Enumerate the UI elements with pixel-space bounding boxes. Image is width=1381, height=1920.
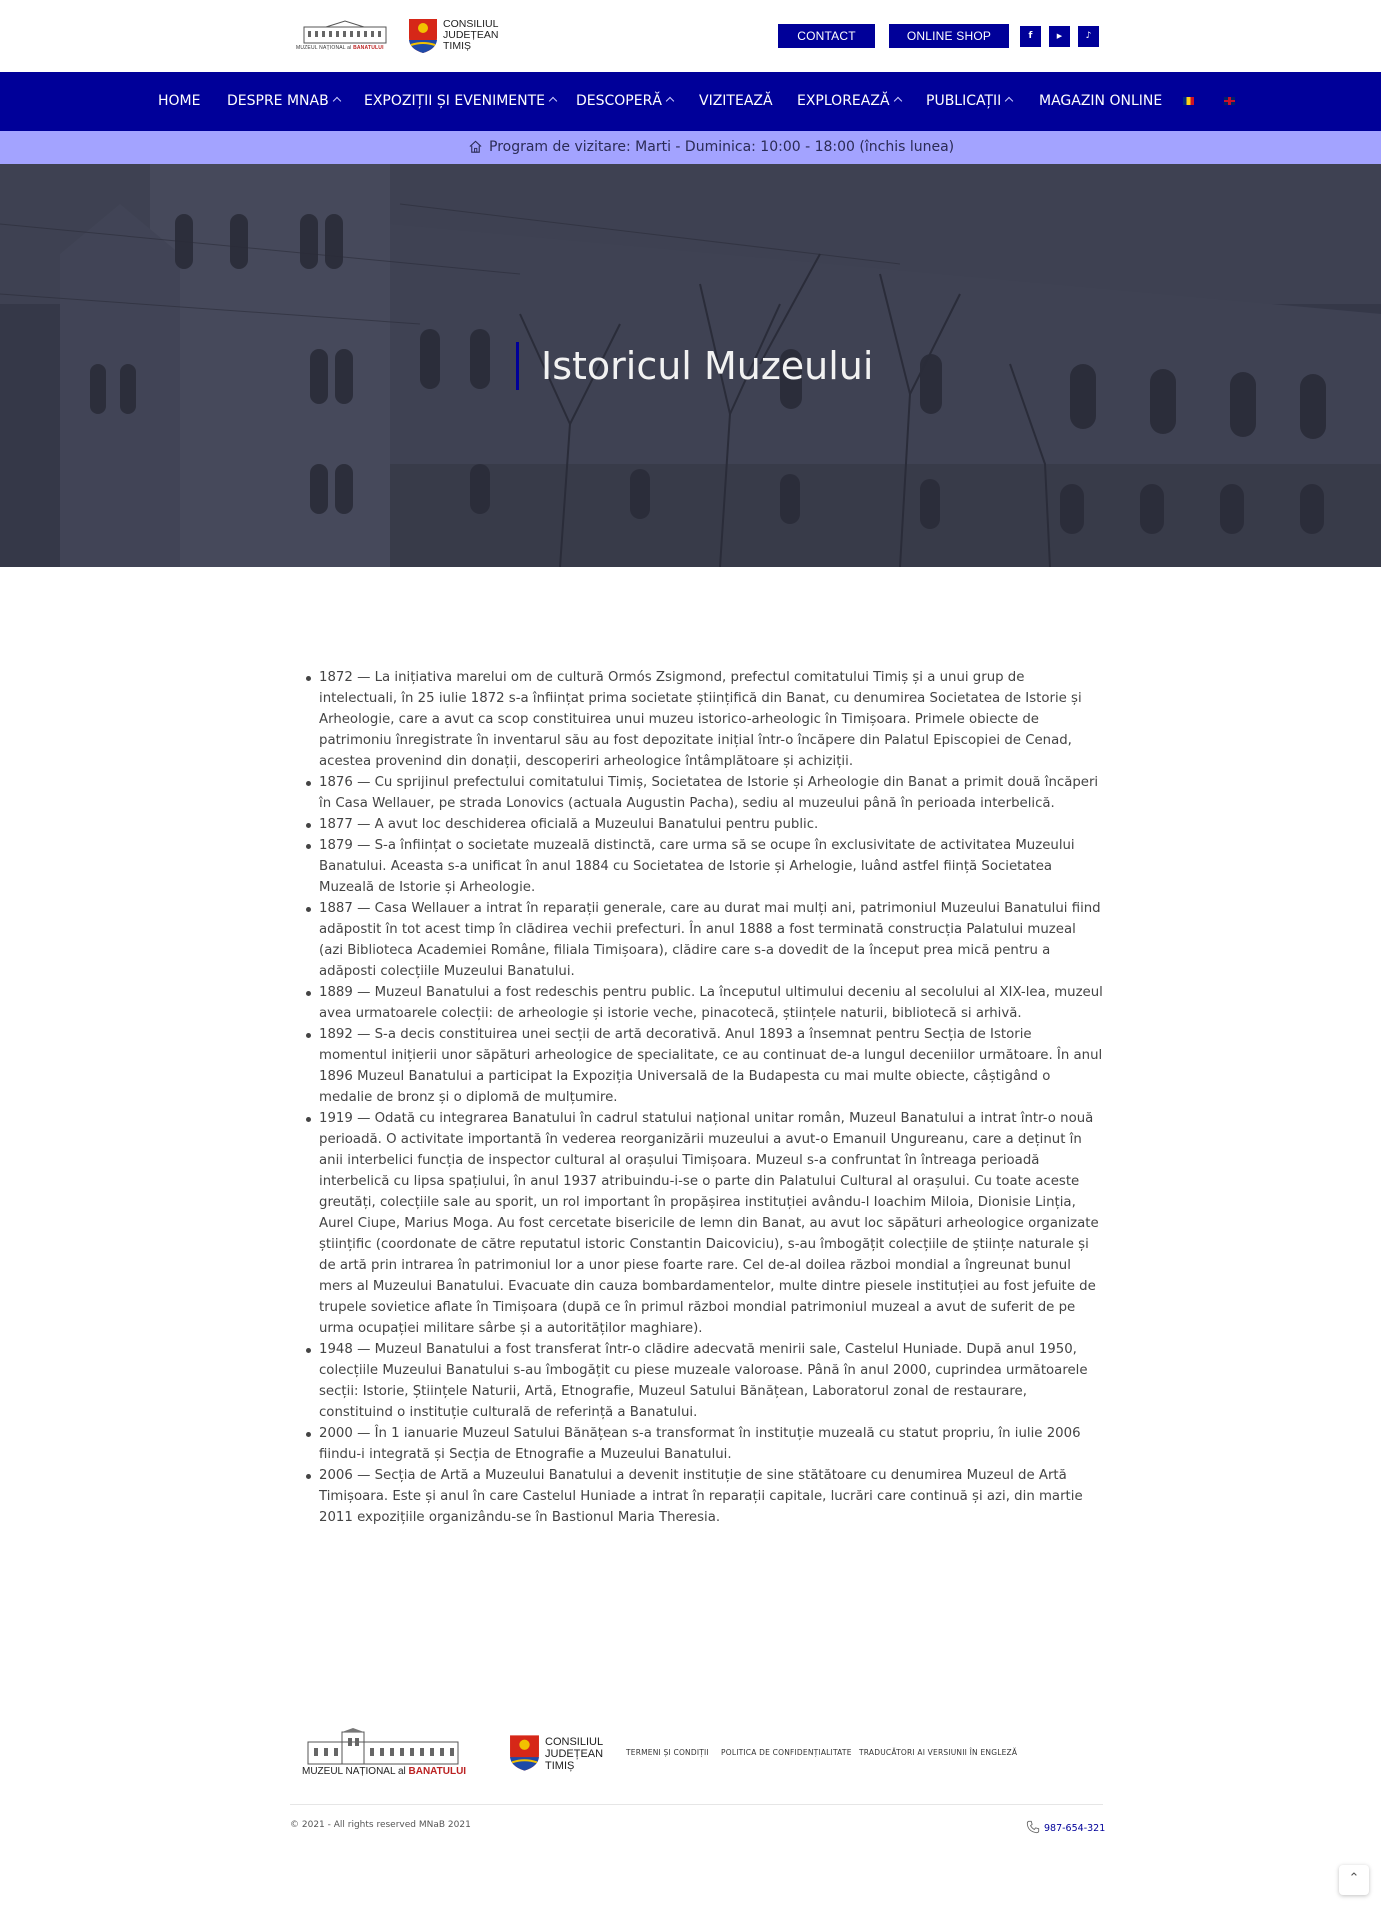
list-item: 1872 — La inițiativa marelui om de cultură Ormós Zsigmond, prefectul comitatului Timiș și a unui grup de intelectuali, în 25 iulie 1872 s-a înființat prima societate științifică din Banat, cu denumirea Societatea de Istorie și Arheologie, care a avut ca scop constituirea unui muzeu istorico-arheologic în Timișoara. Primele obiecte de patrimoniu înregistrate în inventarul său au fost depozitate inițial într-o încăpere din Palatul Episcopiei de Cenad, acestea provenind din donații, descoperiri arheologice întâmplătoare și achiziții. bbox=[303, 667, 1103, 772]
nav-item-label: DESPRE MNAB bbox=[227, 93, 329, 109]
phone-number: 987-654-321 bbox=[1044, 1823, 1106, 1834]
nav-item-label: PUBLICAȚII bbox=[926, 93, 1002, 109]
footer-mnab-logo[interactable] bbox=[302, 1728, 467, 1780]
chevron-up-icon bbox=[893, 97, 901, 105]
terms-link[interactable]: TERMENI ȘI CONDIȚII bbox=[626, 1748, 709, 1757]
footer-cjt-logo-text: CONSILIUL JUDEȚEAN TIMIȘ bbox=[545, 1736, 604, 1772]
cjt-shield-icon bbox=[509, 1734, 540, 1772]
nav-item-label: MAGAZIN ONLINE bbox=[1039, 93, 1163, 109]
visiting-hours-bar bbox=[0, 131, 1381, 164]
list-item: 1889 — Muzeul Banatului a fost redeschis pentru public. La începutul ultimului deceniu al secolului al XIX-lea, muzeul avea urmatoarele colecții: de arheologie și istorie veche, pinacotecă, științele naturii, bibliotecă si arhivă. bbox=[303, 982, 1103, 1024]
privacy-policy-link[interactable]: POLITICA DE CONFIDENȚIALITATE bbox=[721, 1748, 852, 1757]
history-content bbox=[303, 667, 1103, 1528]
hero-banner bbox=[0, 164, 1381, 567]
tiktok-icon[interactable]: ♪ bbox=[1078, 26, 1099, 47]
list-item: 1948 — Muzeul Banatului a fost transferat într-o clădire adecvată menirii sale, Castelul Huniade. După anul 1950, colecțiile Muzeului Banatului s-au îmbogățit cu piese muzeale valoroase. Până în anul 2000, cuprindea următoarele secții: Istorie, Științele Naturii, Artă, Etnografie, Muzeul Satului Bănățean, Laboratorul zonal de restaurare, constituind o instituție culturală de referință a Banatului. bbox=[303, 1339, 1103, 1423]
nav-item-publicatii[interactable] bbox=[926, 72, 1012, 131]
nav-item-magazin-online[interactable] bbox=[1039, 72, 1162, 131]
museum-building-icon bbox=[302, 1728, 462, 1766]
english-flag-icon[interactable] bbox=[1224, 97, 1235, 105]
main-nav bbox=[0, 72, 1381, 131]
nav-item-viziteaza[interactable] bbox=[699, 72, 773, 131]
mnab-logo-text: MUZEUL NAȚIONAL al BANATULUI bbox=[296, 45, 384, 51]
history-list bbox=[303, 667, 1103, 1528]
footer-divider bbox=[290, 1804, 1103, 1805]
chevron-up-icon bbox=[549, 97, 557, 105]
nav-item-descopera[interactable] bbox=[576, 72, 673, 131]
chevron-up-icon bbox=[1005, 97, 1013, 105]
nav-item-label: HOME bbox=[158, 93, 201, 109]
cjt-logo[interactable] bbox=[408, 18, 508, 54]
nav-item-home[interactable] bbox=[158, 72, 200, 131]
scroll-to-top-button[interactable] bbox=[1339, 1865, 1369, 1895]
list-item: 1919 — Odată cu integrarea Banatului în cadrul statului național unitar român, Muzeul Banatului a intrat într-o nouă perioadă. O activitate importantă în vederea reorganizării muzeului a avut-o Emanuil Ungureanu, care a deținut în anii interbelici funcția de inspector cultural al orașului Timișoara. Muzeul s-a confruntat în întreaga perioadă interbelică cu lipsa spațiului, în anul 1937 atribuindu-i-se o parte din Palatului Cultural al orașului. Cu toate aceste greutăți, colecțiile sale au sporit, un rol important în propășirea instituției avându-l Ioachim Miloia, Dionisie Linția, Aurel Ciupe, Marius Moga. Au fost cercetate bisericile de lemn din Banat, au avut loc săpături arheologice organizate științific (coordonate de către reputatul istoric Constantin Daicoviciu), s-au îmbogățit colecțiile de științe naturale și de artă prin intrarea în patrimoniul lor a unor piese foarte rare. Cel de-al doilea război mondial a îngreunat bunul mers al Muzeului Banatului. Evacuate din cauza bombardamentelor, multe dintre piesele instituției au fost jefuite de trupele sovietice aflate în Timișoara (după ce în primul război mondial patrimoniul muzeal a avut de suferit de pe urma ocupației militare sârbe și a autorităților maghiare). bbox=[303, 1108, 1103, 1339]
list-item: 1887 — Casa Wellauer a intrat în reparații generale, care au durat mai mulți ani, patrimoniul Muzeului Banatului fiind adăpostit în tot acest timp în clădirea vechii prefecturi. În anul 1888 a fost terminată construcția Palatului muzeal (azi Biblioteca Academiei Române, filiala Timișoara), clădire care s-a dovedit de la început prea mică pentru a adăposti colecțiile Muzeului Banatului. bbox=[303, 898, 1103, 982]
home-icon bbox=[468, 139, 483, 154]
nav-item-despre-mnab[interactable] bbox=[227, 72, 340, 131]
phone-link[interactable] bbox=[1026, 1817, 1105, 1834]
translators-link[interactable]: TRADUCĂTORI AI VERSIUNII ÎN ENGLEZĂ bbox=[859, 1748, 1018, 1757]
online-shop-button[interactable]: ONLINE SHOP bbox=[889, 24, 1009, 48]
nav-item-label: DESCOPERĂ bbox=[576, 93, 662, 109]
footer-mnab-logo-text: MUZEUL NAȚIONAL al BANATULUI bbox=[302, 1766, 467, 1777]
list-item: 1876 — Cu sprijinul prefectului comitatului Timiș, Societatea de Istorie și Arheologie din Banat a primit două încăperi în Casa Wellauer, pe strada Lonovics (actuala Augustin Pacha), sediu al muzeului până în perioada interbelică. bbox=[303, 772, 1103, 814]
footer-cjt-logo[interactable] bbox=[509, 1734, 609, 1776]
museum-building-icon bbox=[296, 20, 394, 44]
phone-icon bbox=[1026, 1820, 1040, 1834]
nav-item-exploreaza[interactable] bbox=[797, 72, 901, 131]
visiting-hours-text: Program de vizitare: Marti - Duminica: 10:00 - 18:00 (închis lunea) bbox=[489, 139, 955, 155]
facebook-icon[interactable]: f bbox=[1020, 26, 1041, 47]
nav-item-label: EXPOZIȚII ȘI EVENIMENTE bbox=[364, 93, 546, 109]
page-title: Istoricul Muzeului bbox=[516, 342, 873, 390]
chevron-up-icon bbox=[666, 97, 674, 105]
contact-button[interactable]: CONTACT bbox=[778, 24, 875, 48]
visiting-hours bbox=[468, 131, 954, 164]
cjt-shield-icon bbox=[408, 18, 438, 54]
nav-item-label: VIZITEAZĂ bbox=[699, 93, 773, 109]
list-item: 1877 — A avut loc deschiderea oficială a Muzeului Banatului pentru public. bbox=[303, 814, 1103, 835]
nav-item-expozitii[interactable] bbox=[364, 72, 556, 131]
top-header bbox=[0, 0, 1381, 72]
nav-item-label: EXPLOREAZĂ bbox=[797, 93, 890, 109]
cjt-logo-text: CONSILIUL JUDEȚEAN TIMIȘ bbox=[443, 18, 499, 52]
double-chevron-up-icon: ⌃ bbox=[1348, 1871, 1360, 1886]
list-item: 2000 — În 1 ianuarie Muzeul Satului Bănățean s-a transformat în instituție muzeală cu statut propriu, în iulie 2006 fiindu-i integrată și Secția de Etnografie a Muzeului Banatului. bbox=[303, 1423, 1103, 1465]
list-item: 2006 — Secția de Artă a Muzeului Banatului a devenit instituție de sine stătătoare cu denumirea Muzeul de Artă Timișoara. Este și anul în care Castelul Huniade a intrat în reparații capitale, lucrări care continuă și azi, din martie 2011 expozițiile organizându-se în Bastionul Maria Theresia. bbox=[303, 1465, 1103, 1528]
mnab-logo[interactable] bbox=[296, 20, 396, 52]
list-item: 1879 — S-a înființat o societate muzeală distinctă, care urma să se ocupe în exclusivitate de activitatea Muzeului Banatului. Aceasta s-a unificat în anul 1884 cu Societatea de Istorie și Arhelogie, luând astfel ființă Societatea Muzeală de Istorie și Arheologie. bbox=[303, 835, 1103, 898]
copyright: © 2021 - All rights reserved MNaB 2021 bbox=[290, 1820, 471, 1830]
youtube-icon[interactable]: ▶ bbox=[1049, 26, 1070, 47]
list-item: 1892 — S-a decis constituirea unei secții de artă decorativă. Anul 1893 a însemnat pentru Secția de Istorie momentul inițierii unor săpături arheologice de specialitate, ce au continuat de-a lungul deceniilor următoare. În anul 1896 Muzeul Banatului a participat la Expoziția Universală de la Budapesta cu mai multe obiecte, câștigând o medalie de bronz și o diplomă de mulțumire. bbox=[303, 1024, 1103, 1108]
chevron-up-icon bbox=[332, 97, 340, 105]
romanian-flag-icon[interactable] bbox=[1183, 97, 1194, 105]
